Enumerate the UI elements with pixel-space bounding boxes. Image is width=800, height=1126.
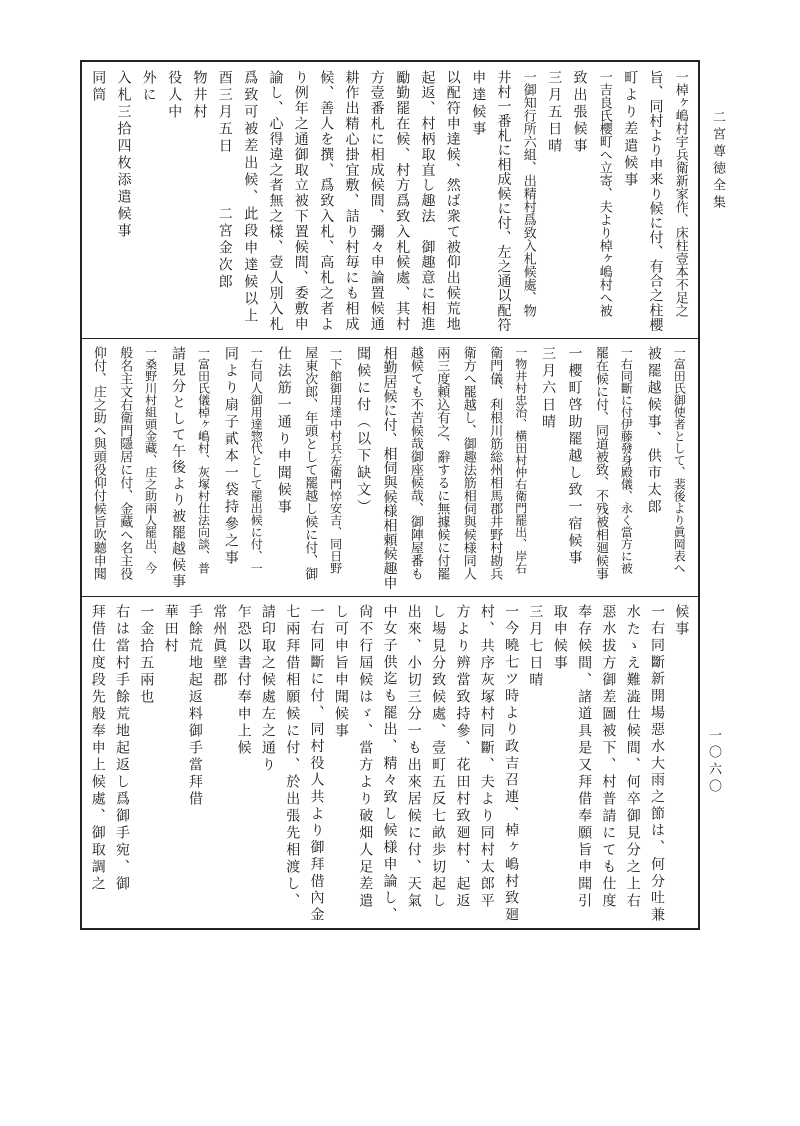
text-column: 一右同斷に付伊藤發身殿儀、永く當方に被 <box>619 346 634 574</box>
text-column: 方壹番札に相成候間、彌々申論置候通 <box>368 70 385 332</box>
text-column: 兩三度頼込有之、辭するに無據候に付罷 <box>434 346 450 580</box>
text-column: 候事 <box>673 604 690 638</box>
text-column: 右は當村手餘荒地起返し爲御手宛、御 <box>114 604 130 893</box>
text-column: 入札三拾四枚添遣候事 <box>115 70 132 240</box>
text-column: 諭し、心得違之者無之樣、壹人別入札 <box>267 70 284 332</box>
text-column: 起返、村柄取直し趣法 御趣意に相進 <box>419 70 436 332</box>
text-column: 一物井村忠治、横田村仲右衛門罷出、岸右 <box>513 346 528 574</box>
page-number: 一〇六〇 <box>706 728 721 796</box>
text-column: 町より差遣候事 <box>622 70 639 189</box>
text-column: 爲致可被差出候、此段申達候以上 <box>242 70 259 325</box>
text-column: 致出張候事 <box>571 70 588 155</box>
text-column: 三月六日晴 <box>540 346 557 431</box>
text-column: 物井村 <box>191 70 208 121</box>
text-column: 仰付、庄之助へ與頭役仰付候旨吹聽申聞 <box>90 346 106 580</box>
text-column: 聞候に付（以下缺文） <box>355 346 372 516</box>
text-column: 役人中 <box>166 70 183 121</box>
text-column: 奉存候間、諸道具是又拜借奉願旨申聞引 <box>576 604 593 910</box>
text-column: 屋東次郎、年頭として罷越し候に付、御 <box>302 346 318 580</box>
text-column: 申達候事 <box>470 70 487 138</box>
book-title: 二宮尊徳全集 <box>710 110 725 212</box>
text-column: 乍恐以書付奉申上候 <box>235 604 252 757</box>
text-column: 同筒 <box>90 70 107 104</box>
text-column: 勵勤罷在候、村方爲致入札候處、其村 <box>394 70 411 332</box>
text-column: 一下館御用達中村兵左衛門悴安吉、同日野 <box>328 346 343 574</box>
text-column: 外に <box>140 70 157 104</box>
text-column: 三月七日晴 <box>527 604 544 689</box>
text-column: 拜借仕度段先般奉申上候處、御取調之 <box>89 604 106 893</box>
tier-divider-lower <box>80 596 700 597</box>
text-column: 井村一番札に相成候に付、左之通以配符 <box>495 70 512 333</box>
tier-divider-upper <box>80 338 700 339</box>
text-column: 仕法筋一通り申聞候事 <box>275 346 292 516</box>
text-column: 華田村 <box>162 604 179 655</box>
text-column: 一棹ヶ嶋村宇兵衛新家作、床柱壹本不足之 <box>672 70 688 317</box>
text-column: 一富田氏御使者として、裴後より眞岡表へ <box>672 346 687 574</box>
text-column: 候、善人を撰、爲致入札、高札之者よ <box>318 70 335 332</box>
text-column: 一吉良氏櫻町へ立寄、夫より棹ヶ嶋村へ被 <box>596 70 612 317</box>
text-column: 七兩拜借相願候に付、於出張先相渡し、 <box>284 604 301 910</box>
text-column: 一今曉七ツ時より政吉召連、棹ヶ嶋村致廻 <box>503 604 520 924</box>
text-column: 取申候事 <box>551 604 568 672</box>
text-column: 一櫻町啓助罷越し致一宿候事 <box>566 346 583 567</box>
text-column: 方より辨當致持參、花田村致廻村、起返 <box>454 604 471 910</box>
text-column: 耕作出精心掛宜敷、詰り村毎にも相成 <box>343 70 360 332</box>
text-column: 一右同斷に付、同村役人共より御拜借內金 <box>308 604 325 924</box>
text-column: 尙不行屆候はゞ、當方より破畑人足差遣 <box>357 604 374 910</box>
text-column: 以配符申達候、然ば衆て被仰出候荒地 <box>444 70 461 332</box>
text-column: 手餘荒地起返料御手當拜借 <box>186 604 203 808</box>
text-column: 請印取之候處左之通り <box>259 604 276 774</box>
text-column: 旨、同村より申来り候に付、有合之柱櫻 <box>647 70 664 333</box>
text-column: 中女子供迄も罷出、精々致し候様申論し、 <box>381 604 398 924</box>
text-column: 三月五日晴 <box>546 70 563 155</box>
text-column: 惡水拔方御差圖被下、村普請にても仕度 <box>600 604 617 910</box>
text-column: し可申旨申聞候事 <box>332 604 349 740</box>
text-column: 衛方へ罷越し、御趣法筋相伺與候様同人 <box>460 346 476 580</box>
text-column: 一桑野川村組頭金藏、庄之助兩人罷出、今 <box>143 346 158 574</box>
text-column: 常州眞壁郡 <box>211 604 228 689</box>
text-column: 般名主文右衛門隱居に付、金藏へ名主役 <box>117 346 133 580</box>
text-column: 衛門儀、利根川筋総州相馬郡井野村勘兵 <box>487 346 503 580</box>
text-column: し場見分致候處、壹町五反七畝歩切起し <box>430 604 447 910</box>
text-column: 請見分として午後より被罷越候事 <box>170 346 186 591</box>
text-column: 同より扇子貳本一袋持參之事 <box>222 346 239 567</box>
text-column: 村、共序灰塚村同斷、夫より同村太郎平 <box>478 604 495 910</box>
text-column: 水たゝえ難澁仕候間、何卒御見分之上右 <box>624 604 641 910</box>
text-column: 罷在候に付、同道被致、不残被相廻候事 <box>593 346 608 580</box>
text-column: り例年之通御取立被下置候間、委敷申 <box>292 70 309 332</box>
text-column: 越候ても不苦候哉御座候哉、御陣屋番も <box>407 346 423 580</box>
text-column: 一右同人御用達惣代として罷出候に付、一 <box>249 346 264 574</box>
text-column: 一御知行所六組、出精村爲致入札候處、物 <box>520 70 536 317</box>
text-column: 相勤居候に付、相伺與候様相頼候趣申 <box>381 346 398 590</box>
text-column: 出來、小切三分一も出來居候に付、天氣 <box>405 604 422 910</box>
text-column: 一富田氏儀棹ヶ嶋村、灰塚村仕法向談、普 <box>196 346 211 574</box>
text-column: 一右同斷新開場惡水大雨之節は、何分吐兼 <box>649 604 665 924</box>
text-column: 酉三月五日 二宮金次郎 <box>216 70 233 291</box>
text-column: 一金拾五兩也 <box>138 604 155 706</box>
text-column: 被罷越候事、供市太郎 <box>645 346 662 516</box>
